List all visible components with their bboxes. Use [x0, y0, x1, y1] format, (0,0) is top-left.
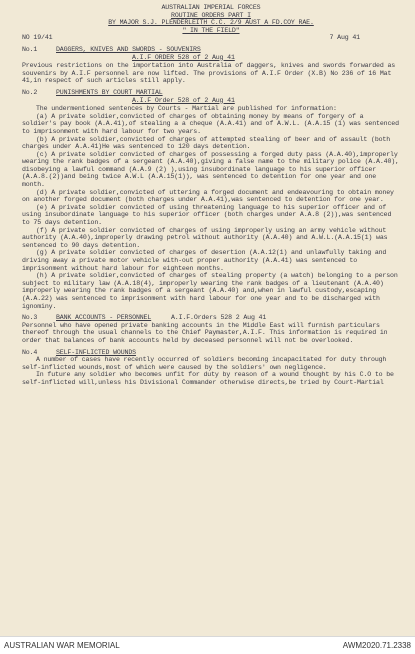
- document-byline: BY MAJOR S.J. PLENDERLEITH C.C. 2/9 AUST A FD.COY RAE.: [108, 19, 314, 27]
- paragraph: (a) A private soldier,convicted of charges of obtaining money by means of forgery of a soldier's pay book (A.A.41),of stealing a a cheque (A.A.41) and of A.W.L. (A.A.15 (1) was sentenced to imprisonment with hard labour for two years.: [22, 112, 399, 135]
- paragraph: (f) A private soldier convicted of charges of using improperly using an army vehicle without authority (A.A.40),improperly drawing petrol without authority (A.A.40) and A.W.L.(A.A.15(1) was sentenced to 90 days detention.: [22, 226, 388, 249]
- section-4-heading: [22, 349, 400, 357]
- section-1-heading: [22, 46, 400, 54]
- section-title: BANK ACCOUNTS - PERSONNEL: [56, 314, 152, 322]
- section-title: SELF-INFLICTED WOUNDS: [56, 348, 136, 356]
- paragraph: (e) A private soldier convicted of using threatening language to his superior officer and of using insubordinate language to his superior officer (both charges under A.A.8 (2)),was sentenced to 75 days detention.: [22, 203, 392, 227]
- archive-id: AWM2020.71.2338: [342, 641, 411, 650]
- order-number-row: [22, 34, 400, 42]
- section-2-heading: [22, 89, 400, 97]
- paragraph: (d) A private soldier,convicted of uttering a forged document and endeavouring to obtain money on another forged document (both charges under A.A.41),was sentenced to detention for one year.: [22, 188, 394, 204]
- section-number: No.2: [22, 88, 38, 96]
- paragraph: In future any soldier who becomes unfit for duty by reason of a wound thought by his C.O to be self-inflicted will,unless his Divisional Commander otherwise directs,be tried by Court-Martial: [22, 371, 394, 386]
- section-number: No.3: [22, 314, 38, 322]
- paragraph: Previous restrictions on the importation into Australia of daggers, knives and swords forwarded as souvenirs by A.I.F personnel are now lifted. The provisions of A.I.F Order (X.B) No 236 of 16 Mat 41,in respect of such articles still apply.: [22, 62, 396, 85]
- archive-footer: [0, 636, 415, 654]
- paragraph: Personnel who have opened private banking accounts in the Middle East will furnish particulars thereof through the usual channels to the Chief Paymaster,A.I.F. This information is required in order that balances of bank accounts held by deceased personnel will not be overlooked.: [22, 321, 388, 344]
- paragraph: A number of cases have recently occurred of soldiers becoming incapacitated for duty through self-inflicted wounds,most of which were caused by the soldiers' own negligence.: [22, 356, 387, 371]
- document-title: AUSTRALIAN IMPERIAL FORCES: [161, 4, 261, 11]
- order-number: NO 19/41: [22, 34, 53, 42]
- paragraph: (b) A private soldier,convicted of charges of attempted stealing of beer and of assault (both charges under A.A.41)He was sentenced to 120 days detention.: [22, 135, 391, 151]
- order-date: 7 Aug 41: [329, 34, 360, 42]
- paragraph: (h) A private soldier,convicted of charges of stealing property (a watch) belonging to a person subject to military law (A.A.18(4), improperly wearing the rank badges of a lieutenant (A.A.40) improperly wearing the rank badges of a sergeant (A.A.40) and,when in lawful custody,escaping (A.A.22) was sentenced to imprisonment with hard labour for one year and to be discharged with ignominy.: [22, 272, 398, 310]
- document-subtitle: ROUTINE ORDERS PART I: [171, 11, 251, 19]
- section-title: PUNISHMENTS BY COURT MARTIAL: [56, 88, 163, 96]
- section-number: No.1: [22, 45, 38, 53]
- section-number: No.4: [22, 348, 38, 356]
- routine-orders-document: [22, 4, 400, 387]
- section-title: DAGGERS, KNIVES AND SWORDS - SOUVENIRS: [56, 45, 201, 53]
- paragraph: (g) A private soldier convicted of charges of desertion (A.A.12(1) and unlawfully taking and driving away a private motor vehicle with-out proper authority (A.A.41) was sentenced to imprisonment without hard labour for eighteen months.: [22, 249, 387, 272]
- section-3-heading: [22, 314, 400, 322]
- section-order-ref: A.I.F.Orders 528 2 Aug 41: [171, 314, 267, 322]
- section-order-ref: A.I.F ORDER 528 of 2 Aug 41: [132, 53, 235, 61]
- paragraph: The undermentioned sentences by Courts - Martial are published for information:: [36, 105, 337, 113]
- archive-credit: AUSTRALIAN WAR MEMORIAL: [4, 641, 120, 650]
- document-location: " IN THE FIELD": [182, 26, 240, 34]
- section-order-ref: A.I.F Order 528 of 2 Aug 41: [132, 96, 235, 104]
- paragraph: (c) A private soldier convicted of charges of possessing a forged duty pass (A.A.40),improperly wearing the rank badges of a sergeant (A.A.40),giving a false name to the military police (A.A.40), disobeying a lawful command (A.A.9 (2) ),using insubordinate language to his superior officer (A.A.8.(2))and being twice A.W.L (A.A.15(1)), was sentenced to detention for one year and one month.: [22, 150, 399, 189]
